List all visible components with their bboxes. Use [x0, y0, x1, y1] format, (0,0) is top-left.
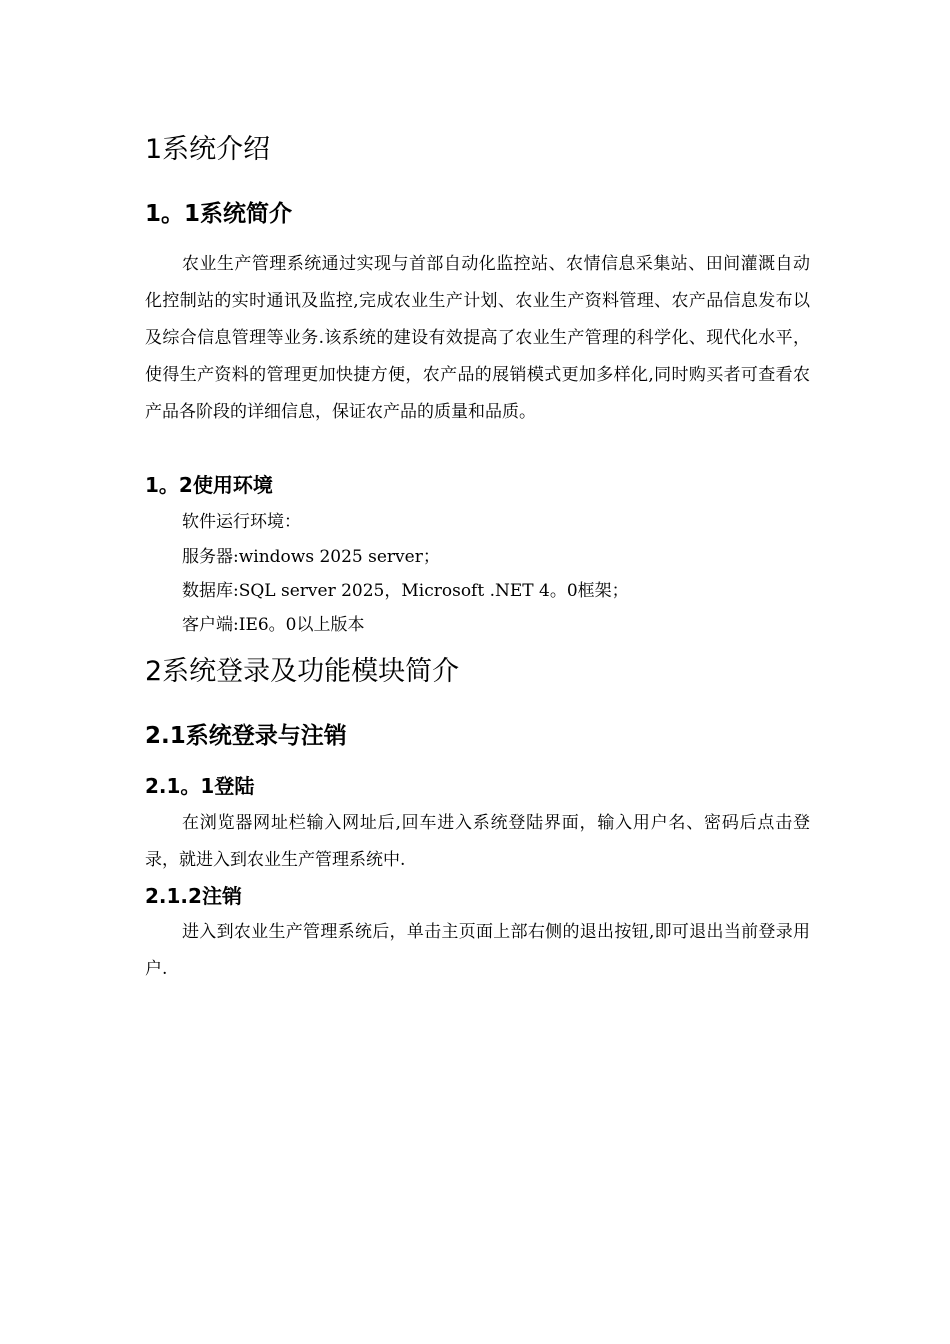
section-1-1-heading: 1。1系统简介 — [145, 201, 293, 227]
section-1-2-heading: 1。2使用环境 — [145, 473, 273, 497]
section-2-1-1-paragraph: 在浏览器网址栏输入网址后,回车进入系统登陆界面，输入用户名、密码后点击登录，就进入到农业生产管理系统中. — [145, 813, 810, 870]
env-line-software: 软件运行环境： — [182, 512, 301, 532]
section-1-1-paragraph: 农业生产管理系统通过实现与首部自动化监控站、农情信息采集站、田间灌溉自动化控制站的实时通讯及监控,完成农业生产计划、农业生产资料管理、农产品信息发布以及综合信息管理等业务.该系统的建设有效提高了农业生产管理的科学化、现代化水平，使得生产资料的管理更加快捷方便，农产品的展销模式更加多样化,同时购买者可查看农产品各阶段的详细信息，保证农产品的质量和品质。 — [145, 254, 810, 422]
section-1-heading: 1系统介绍 — [145, 134, 271, 165]
section-2-1-2-heading: 2.1.2注销 — [145, 884, 242, 908]
env-line-client: 客户端:IE6。0以上版本 — [182, 615, 365, 635]
env-line-server: 服务器:windows 2025 server； — [182, 547, 440, 567]
section-2-heading: 2系统登录及功能模块简介 — [145, 656, 460, 687]
section-2-1-2-paragraph: 进入到农业生产管理系统后，单击主页面上部右侧的退出按钮,即可退出当前登录用户. — [145, 922, 810, 979]
section-2-1-1-heading: 2.1。1登陆 — [145, 774, 255, 798]
env-line-database: 数据库:SQL server 2025，Microsoft .NET 4。0框架； — [182, 581, 629, 601]
section-2-1-heading: 2.1系统登录与注销 — [145, 723, 347, 749]
